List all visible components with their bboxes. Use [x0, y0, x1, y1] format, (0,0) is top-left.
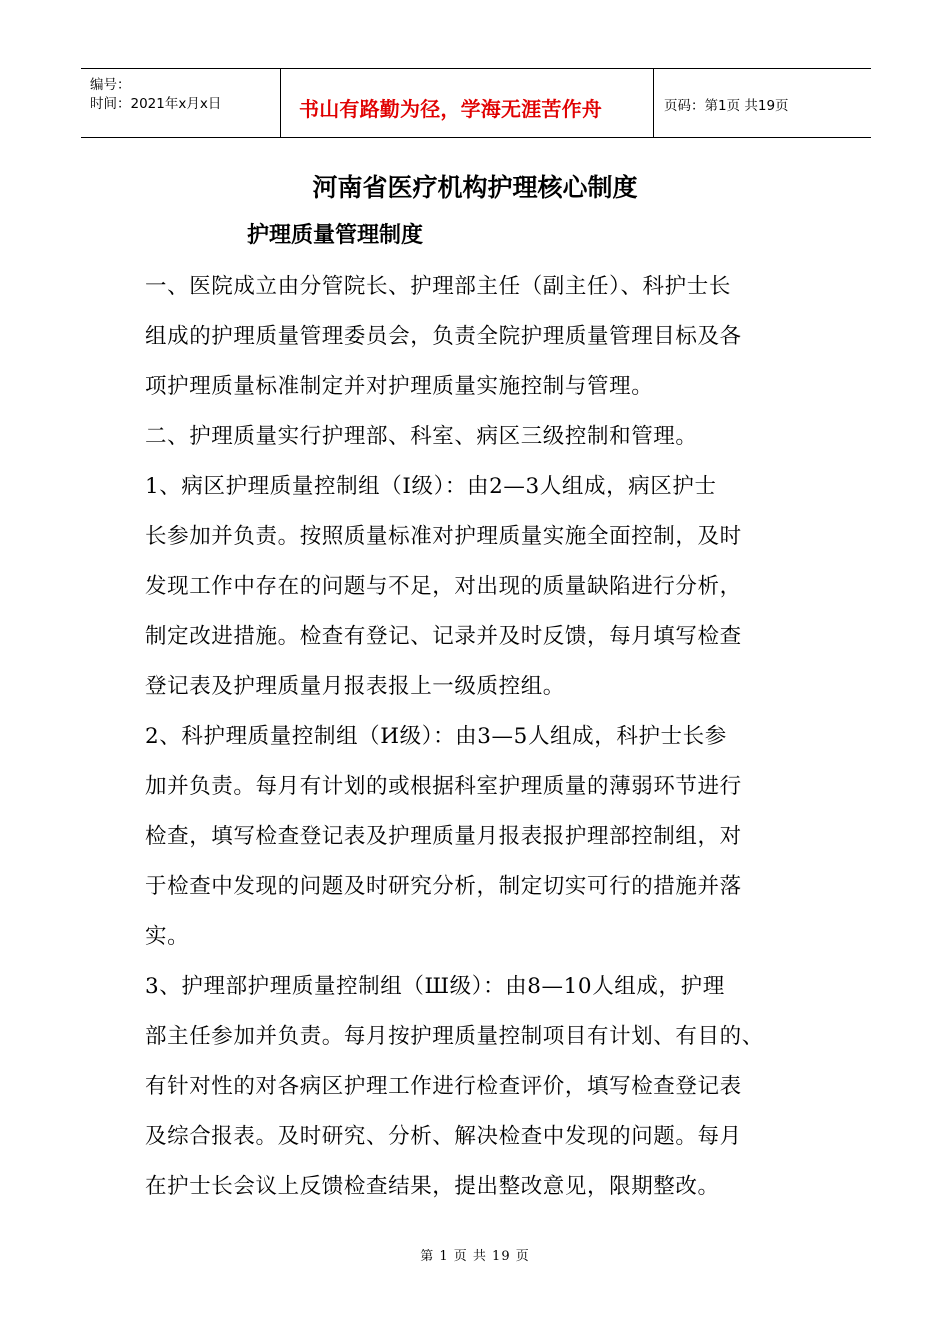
body-line: 长参加并负责。按照质量标准对护理质量实施全面控制，及时	[145, 524, 742, 549]
header-meta-cell	[81, 69, 281, 137]
body-line: 1、病区护理质量控制组（I级）：由2—3人组成，病区护士	[145, 474, 717, 499]
page-footer: 第 1 页 共 19 页	[420, 1249, 530, 1264]
body-line: 及综合报表。及时研究、分析、解决检查中发现的问题。每月	[145, 1124, 742, 1149]
body-line: 登记表及护理质量月报表报上一级质控组。	[145, 674, 565, 699]
header-motto-cell	[281, 69, 654, 137]
body-text	[145, 262, 825, 1212]
body-line: 制定改进措施。检查有登记、记录并及时反馈，每月填写检查	[145, 624, 742, 649]
page-info: 页码：第1页 共19页	[664, 98, 789, 114]
header-table	[81, 68, 871, 138]
document-title: 河南省医疗机构护理核心制度	[312, 173, 638, 202]
header-page-cell	[654, 69, 871, 137]
body-line: 部主任参加并负责。每月按护理质量控制项目有计划、有目的、	[145, 1024, 764, 1049]
body-line: 加并负责。每月有计划的或根据科室护理质量的薄弱环节进行	[145, 774, 742, 799]
body-line: 发现工作中存在的问题与不足，对出现的质量缺陷进行分析，	[145, 574, 742, 599]
date-label: 时间：2021年x月x日	[90, 96, 222, 112]
body-line: 2、科护理质量控制组（И级）：由3—5人组成，科护士长参	[145, 724, 727, 749]
body-line: 3、护理部护理质量控制组（Ш级）：由8—10人组成，护理	[145, 974, 725, 999]
body-line: 检查，填写检查登记表及护理质量月报表报护理部控制组，对	[145, 824, 742, 849]
body-line: 有针对性的对各病区护理工作进行检查评价，填写检查登记表	[145, 1074, 742, 1099]
body-line: 二、护理质量实行护理部、科室、病区三级控制和管理。	[145, 424, 698, 449]
section-subtitle: 护理质量管理制度	[247, 223, 424, 248]
body-line: 一、医院成立由分管院长、护理部主任（副主任）、科护士长	[145, 274, 731, 299]
number-label: 编号：	[90, 77, 131, 93]
body-line: 实。	[145, 924, 190, 949]
motto-text: 书山有路勤为径，学海无涯苦作舟	[299, 97, 602, 121]
body-line: 于检查中发现的问题及时研究分析，制定切实可行的措施并落	[145, 874, 742, 899]
body-line: 组成的护理质量管理委员会，负责全院护理质量管理目标及各	[145, 324, 742, 349]
body-line: 项护理质量标准制定并对护理质量实施控制与管理。	[145, 374, 654, 399]
body-line: 在护士长会议上反馈检查结果，提出整改意见，限期整改。	[145, 1174, 720, 1199]
